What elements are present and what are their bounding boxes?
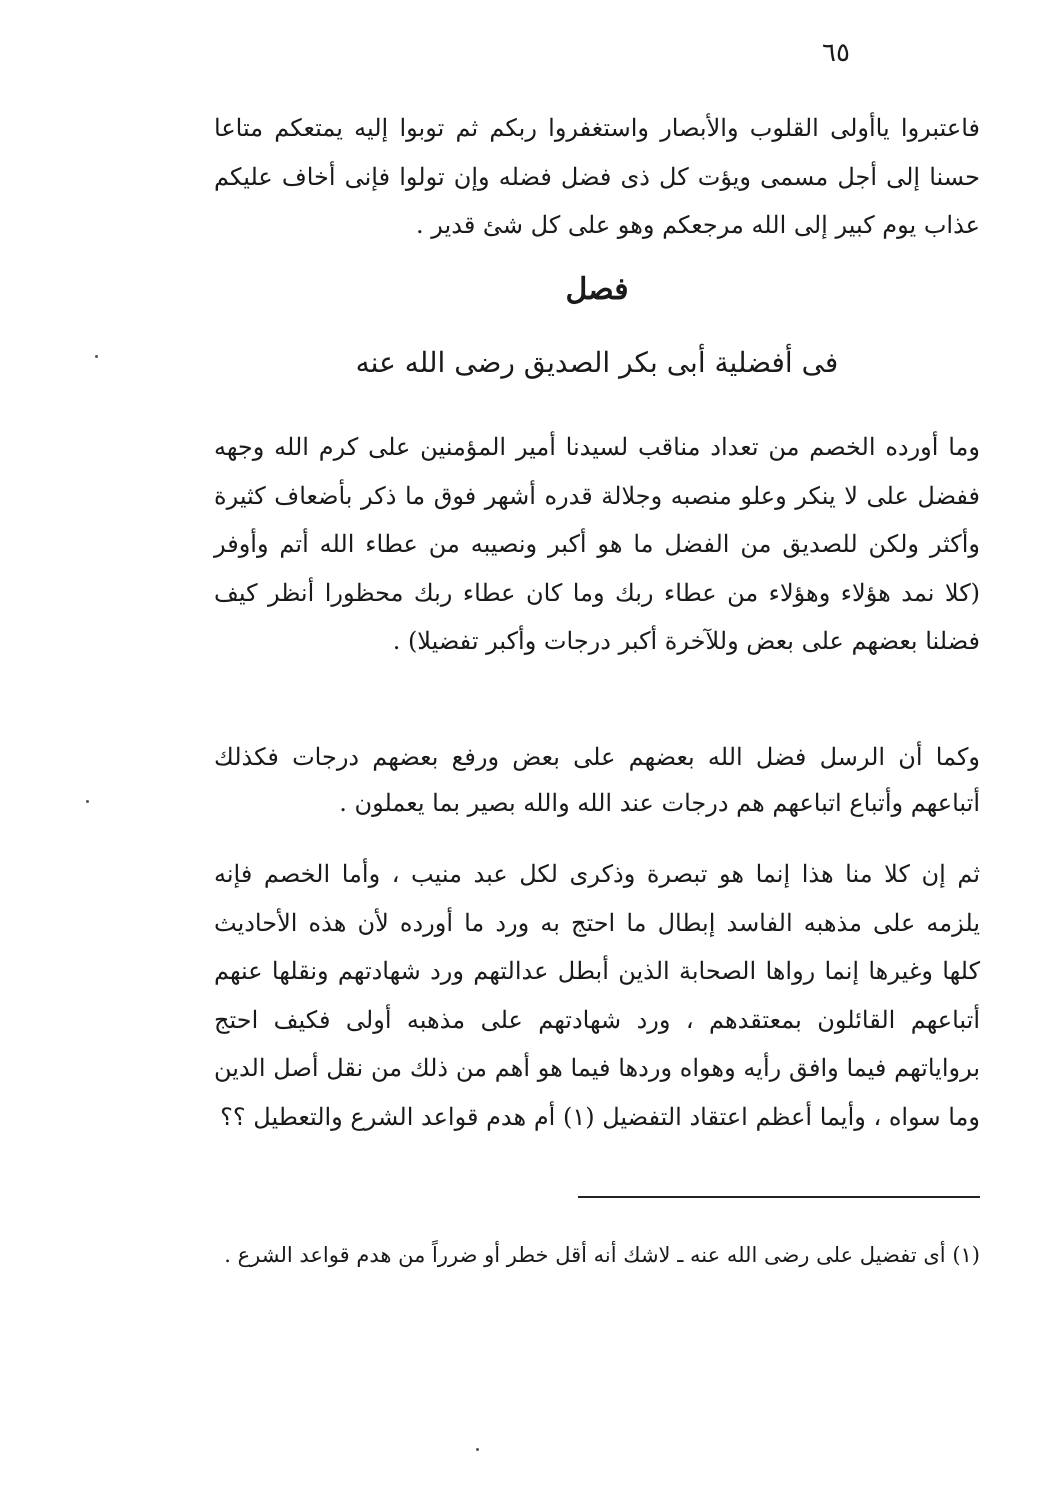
footnote: (١) أى تفضيل على رضى الله عنه ـ لاشك أنه أقل خطر أو ضرراً من هدم قواعد الشرع . [224, 1243, 980, 1267]
paragraph-text: وما أورده الخصم من تعداد مناقب لسيدنا أمير المؤمنين على كرم الله وجهه ففضل على لا ينكر وعلو منصبه وجلالة قدره أشهر فوق ما ذكر بأضعاف كثيرة وأكثر ولكن للصديق من الفضل ما هو أكبر ونصيبه من عطاء الله أتم وأوفر (كلا نمد هؤلاء وهؤلاء من عطاء ربك وما كان عطاء ربك محظورا أنظر كيف فضلنا بعضهم على بعض وللآخرة أكبر درجات وأكبر تفضيلا) . [214, 433, 980, 655]
paragraph-text: وكما أن الرسل فضل الله بعضهم على بعض ورفع بعضهم درجات فكذلك أتباعهم وأتباع اتباعهم هم درجات عند الله والله بصير بما يعملون . [214, 743, 980, 817]
footnote-divider [578, 1196, 980, 1198]
scan-speck [86, 800, 89, 803]
scan-speck [95, 355, 98, 358]
paragraph-text: ثم إن كلا منا هذا إنما هو تبصرة وذكرى لكل عبد منيب ، وأما الخصم فإنه يلزمه على مذهبه الفاسد إبطال ما احتج به ورد ما أورده لأن هذه الأحاديث كلها وغيرها إنما رواها الصحابة الذين أبطل عدالتهم ورد شهادتهم ونقلها عنهم أتباعهم القائلون بمعتقدهم ، ورد شهادتهم على مذهبه أولى فكيف احتج برواياتهم فيما وافق رأيه وهواه وردها فيما هو أهم من ذلك من نقل أصل الدين وما سواه ، وأيما أعظم اعتقاد التفضيل (١) أم هدم قواعد الشرع والتعطيل ؟؟ [214, 860, 981, 1131]
section-subheading: فى أفضلية أبى بكر الصديق رضى الله عنه [355, 346, 839, 379]
paragraph-text: فاعتبروا ياأولى القلوب والأبصار واستغفروا ربكم ثم توبوا إليه يمتعكم متاعا حسنا إلى أجل مسمى ويؤت كل ذى فضل فضله وإن تولوا فإنى أخاف عليكم عذاب يوم كبير إلى الله مرجعكم وهو على كل شئ قدير . [214, 114, 980, 239]
body-paragraph-opponent [214, 850, 980, 1141]
opening-paragraph [214, 104, 980, 250]
page-number: ٦٥ [822, 38, 850, 68]
body-paragraph-merits [214, 423, 980, 666]
body-paragraph-messengers [214, 734, 980, 826]
section-heading: فصل [565, 272, 629, 307]
scan-speck [476, 1448, 479, 1451]
